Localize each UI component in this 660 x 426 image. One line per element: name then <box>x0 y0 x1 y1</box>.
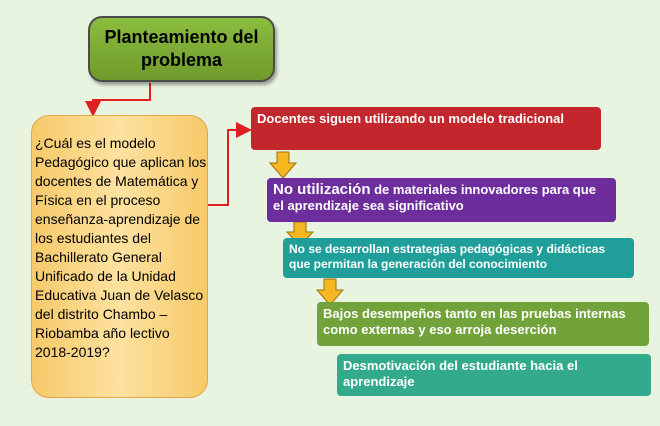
down-arrow-1 <box>270 152 296 178</box>
step-1-box <box>251 107 601 150</box>
step-3-box <box>283 238 634 278</box>
step-3-text: No se desarrollan estrategias pedagógicas y didácticas que permitan la generación del conocimiento <box>289 242 606 271</box>
step-1-text: Docentes siguen utilizando un modelo tradicional <box>257 111 564 126</box>
connector-title-to-question <box>93 83 150 113</box>
step-4-text: Bajos desempeños tanto en las pruebas internas como externas y eso arroja deserción <box>323 306 626 337</box>
question-box <box>31 115 208 398</box>
connector-question-to-step1 <box>208 130 248 205</box>
title-box <box>88 16 275 82</box>
question-text: ¿Cuál es el modelo Pedagógico que aplican los docentes de Matemática y Física en el proceso enseñanza-aprendizaje de los estudiantes del Bachillerato General Unificado de la Unidad Educativa Juan de Velasco del distrito Chambo – Riobamba año lectivo 2018-2019? <box>35 135 207 360</box>
step-4-box <box>317 302 649 346</box>
step-5-box <box>337 354 651 396</box>
step-2-box <box>267 178 616 222</box>
title-text: Planteamiento del problema <box>104 27 259 70</box>
step-2-emphasis: No utilización <box>273 181 371 198</box>
step-5-text: Desmotivación del estudiante hacia el aprendizaje <box>343 358 578 389</box>
step-2-text: de materiales innovadores para que el aprendizaje sea significativo <box>273 182 596 213</box>
